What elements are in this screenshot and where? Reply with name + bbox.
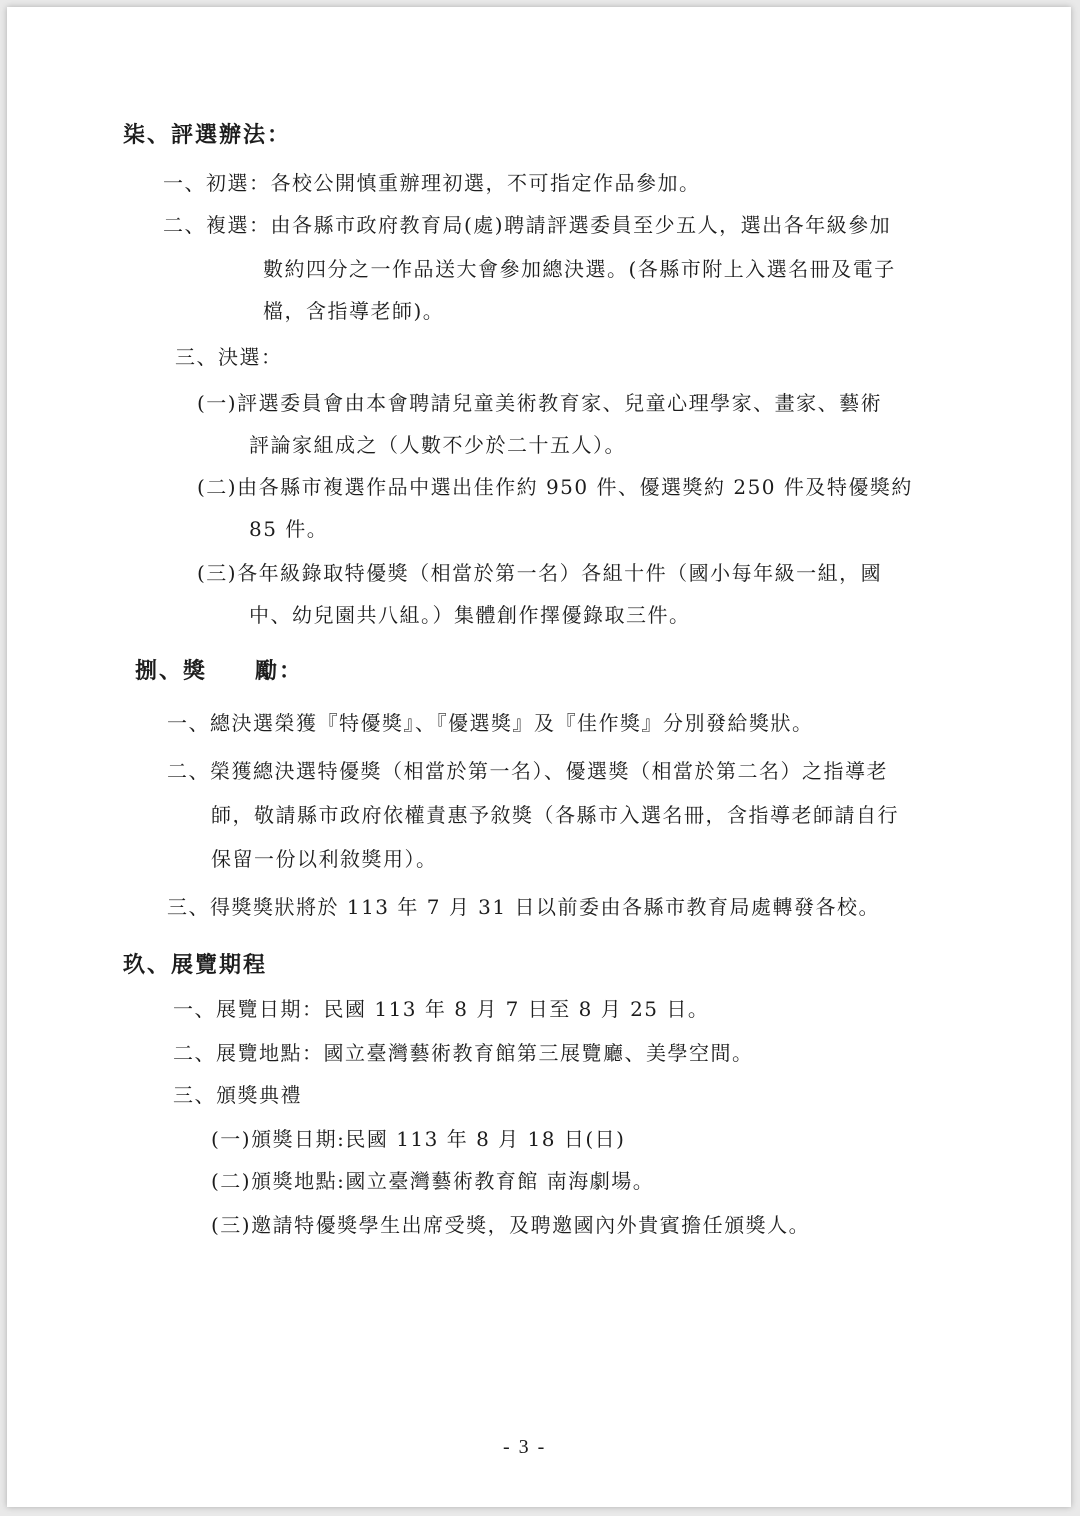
page-number: - 3 - — [503, 1436, 547, 1458]
section-9-item-2: 二、展覽地點：國立臺灣藝術教育館第三展覽廳、美學空間。 — [173, 1041, 754, 1065]
section-9-sub-2: (二)頒獎地點:國立臺灣藝術教育館 南海劇場。 — [211, 1169, 655, 1193]
section-7-sub-1-line-1: (一)評選委員會由本會聘請兒童美術教育家、兒童心理學家、畫家、藝術 — [197, 391, 883, 415]
section-7-item-1: 一、初選：各校公開慎重辦理初選，不可指定作品參加。 — [163, 171, 701, 195]
section-7-item-2-line-2: 數約四分之一作品送大會參加總決選。(各縣市附上入選名冊及電子 — [263, 257, 896, 281]
section-7-sub-3-line-1: (三)各年級錄取特優獎（相當於第一名）各組十件（國小每年級一組，國 — [197, 561, 883, 585]
section-9-sub-1: (一)頒獎日期:民國 113 年 8 月 18 日(日) — [211, 1127, 626, 1151]
section-7-item-2-line-1: 二、複選：由各縣市政府教育局(處)聘請評選委員至少五人，選出各年級參加 — [163, 213, 892, 237]
section-8-item-1: 一、總決選榮獲『特優獎』、『優選獎』及『佳作獎』分別發給獎狀。 — [167, 711, 814, 735]
section-8-item-2-line-2: 師，敬請縣市政府依權責惠予敘獎（各縣市入選名冊，含指導老師請自行 — [211, 803, 899, 827]
section-7-sub-3-line-2: 中、幼兒園共八組。）集體創作擇優錄取三件。 — [249, 603, 691, 627]
section-7-item-2-line-3: 檔，含指導老師)。 — [263, 299, 445, 323]
section-8-item-3: 三、得獎獎狀將於 113 年 7 月 31 日以前委由各縣市教育局處轉發各校。 — [167, 895, 880, 919]
section-9-heading: 玖、展覽期程 — [123, 952, 268, 978]
section-9-sub-3: (三)邀請特優獎學生出席受獎，及聘邀國內外貴賓擔任頒獎人。 — [211, 1213, 811, 1237]
section-8-item-2-line-3: 保留一份以利敘獎用）。 — [211, 847, 438, 871]
section-7-sub-2-line-1: (二)由各縣市複選作品中選出佳作約 950 件、優選獎約 250 件及特優獎約 — [197, 475, 913, 499]
section-7-sub-2-line-2: 85 件。 — [249, 517, 329, 541]
section-8-heading: 捌、獎 勵： — [135, 658, 304, 684]
section-7-item-3: 三、決選： — [175, 345, 283, 369]
section-8-item-2-line-1: 二、榮獲總決選特優獎（相當於第一名）、優選獎（相當於第二名）之指導老 — [167, 759, 888, 783]
document-page — [7, 7, 1071, 1507]
section-9-item-3: 三、頒獎典禮 — [173, 1083, 302, 1107]
section-7-sub-1-line-2: 評論家組成之（人數不少於二十五人）。 — [249, 433, 626, 457]
section-9-item-1: 一、展覽日期：民國 113 年 8 月 7 日至 8 月 25 日。 — [173, 997, 710, 1021]
section-7-heading: 柒、評選辦法： — [123, 122, 292, 148]
